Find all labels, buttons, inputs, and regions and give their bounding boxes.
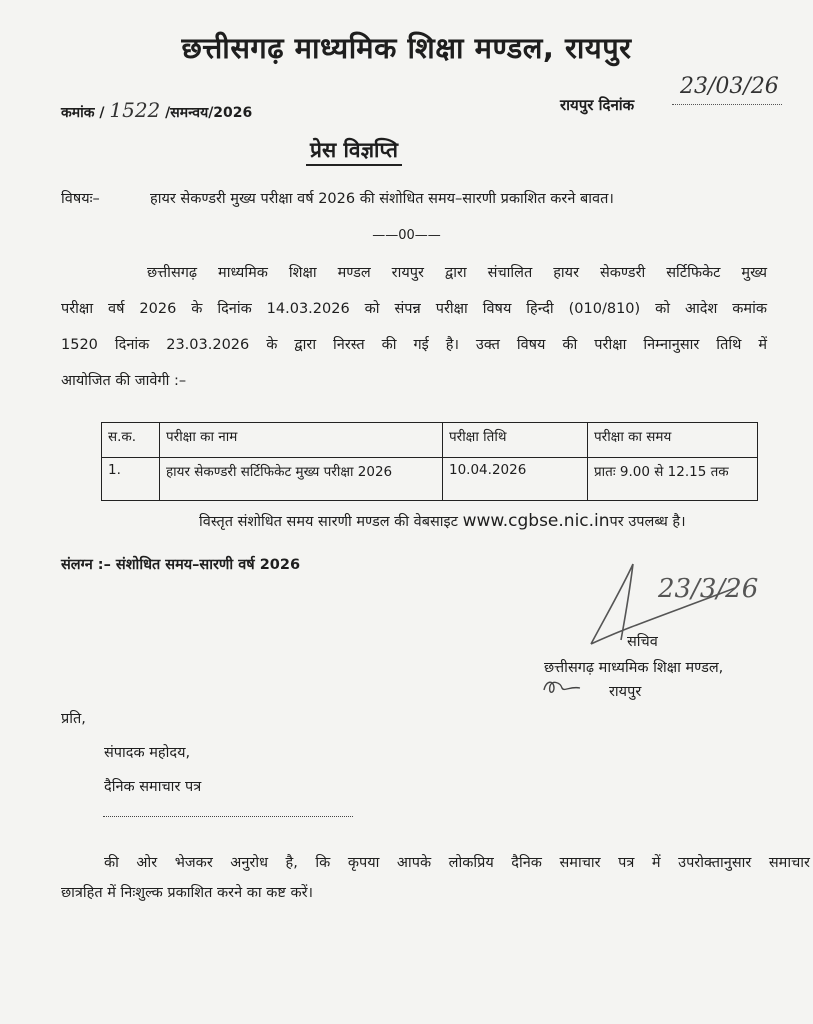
reference-number <box>61 98 252 122</box>
paragraph-line-4: आयोजित की जावेगी :– <box>61 373 187 389</box>
ref-prefix: कमांक / <box>61 105 105 121</box>
website-note-before: विस्तृत संशोधित समय सारणी मण्डल की वेबसाइट <box>199 514 463 530</box>
ref-suffix: /समन्वय/2026 <box>165 105 253 121</box>
recipient-line-2: दैनिक समाचार पत्र <box>104 779 202 795</box>
website-note <box>199 511 686 531</box>
table-row <box>102 458 758 501</box>
date-label: रायपुर दिनांक <box>560 96 635 114</box>
paragraph-line-1: छत्तीसगढ़ माध्यमिक शिक्षा मण्डल रायपुर द्वारा संचालित हायर सेकण्डरी सर्टिफिकेट मुख्य <box>147 265 767 281</box>
subject-label: विषयः– <box>61 191 100 207</box>
signatory-organization: छत्तीसगढ़ माध्यमिक शिक्षा मण्डल, <box>544 660 724 676</box>
organization-title: छत्तीसगढ़ माध्यमिक शिक्षा मण्डल, रायपुर <box>181 31 632 65</box>
cell-exam-time: प्रातः 9.00 से 12.15 तक <box>588 458 758 501</box>
header-exam-name: परीक्षा का नाम <box>160 423 443 458</box>
paragraph-line-2: परीक्षा वर्ष 2026 के दिनांक 14.03.2026 को संपन्न परीक्षा विषय हिन्दी (010/810) को आदेश कमांक <box>61 301 767 317</box>
signatory-designation: सचिव <box>627 634 658 650</box>
closing-line-1: की ओर भेजकर अनुरोध है, कि कृपया आपके लोकप्रिय दैनिक समाचार पत्र में उपरोक्तानुसार समाचार <box>104 855 810 871</box>
recipient-to: प्रति, <box>61 711 86 727</box>
cell-exam-name: हायर सेकण्डरी सर्टिफिकेट मुख्य परीक्षा 2026 <box>160 458 443 501</box>
date-underline <box>672 104 782 105</box>
website-url[interactable]: www.cgbse.nic.in <box>462 511 610 531</box>
signature-date-handwritten: 23/3/26 <box>658 574 759 604</box>
dotted-blank-line <box>103 808 353 817</box>
cell-exam-date: 10.04.2026 <box>443 458 588 501</box>
table-header-row <box>102 423 758 458</box>
header-exam-time: परीक्षा का समय <box>588 423 758 458</box>
recipient-line-1: संपादक महोदय, <box>104 745 191 761</box>
header-exam-date: परीक्षा तिथि <box>443 423 588 458</box>
heading-text: प्रेस विज्ञप्ति <box>306 138 402 166</box>
initials-scribble <box>540 676 584 698</box>
separator: ——00—— <box>372 228 441 243</box>
cell-serial: 1. <box>102 458 160 501</box>
enclosure-note: संलग्न :– संशोधित समय–सारणी वर्ष 2026 <box>61 557 301 573</box>
closing-line-2: छात्रहित में निःशुल्क प्रकाशित करने का कष्ट करें। <box>61 885 314 901</box>
subject-text: हायर सेकण्डरी मुख्य परीक्षा वर्ष 2026 की संशोधित समय–सारणी प्रकाशित करने बावत। <box>150 191 614 207</box>
signatory-city: रायपुर <box>609 684 642 700</box>
press-release-heading <box>306 136 402 164</box>
header-serial: स.क. <box>102 423 160 458</box>
signature-mark <box>585 556 745 656</box>
website-note-after: पर उपलब्ध है। <box>609 514 686 530</box>
exam-schedule-table <box>101 422 758 501</box>
paragraph-line-3: 1520 दिनांक 23.03.2026 के द्वारा निरस्त की गई है। उक्त विषय की परीक्षा निम्नानुसार तिथि में <box>61 337 767 353</box>
date-handwritten: 23/03/26 <box>680 74 779 99</box>
ref-number-handwritten: 1522 <box>109 98 161 122</box>
